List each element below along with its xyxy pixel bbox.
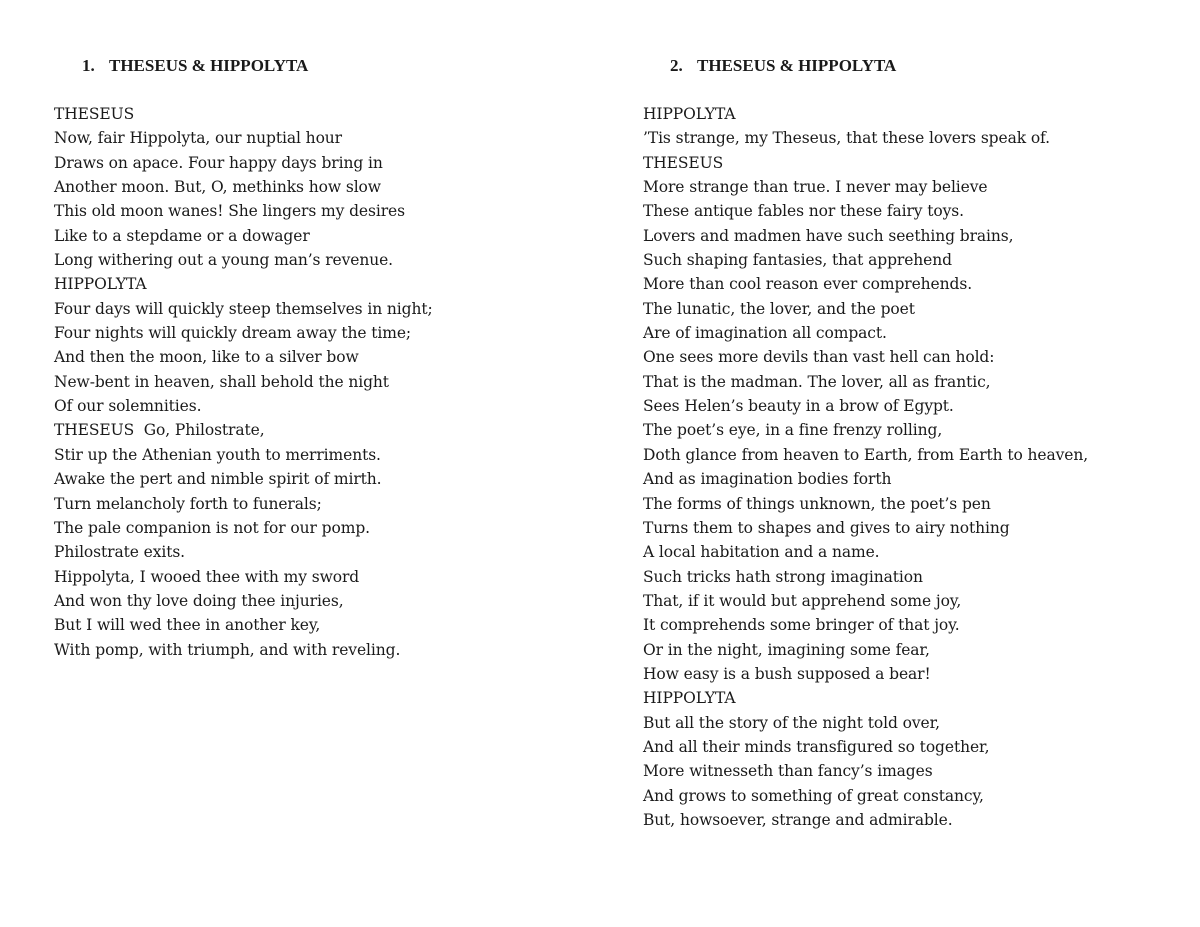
script-line: Or in the night, imagining some fear, [643, 640, 930, 659]
right-heading-title: THESEUS & HIPPOLYTA [697, 56, 897, 75]
script-line: New-bent in heaven, shall behold the night [54, 372, 389, 391]
script-line: Like to a stepdame or a dowager [54, 226, 310, 245]
script-line: The lunatic, the lover, and the poet [643, 299, 915, 318]
script-line: Of our solemnities. [54, 397, 202, 416]
left-heading-title: THESEUS & HIPPOLYTA [109, 56, 309, 75]
left-heading [82, 55, 308, 77]
script-line: And as imagination bodies forth [643, 470, 892, 489]
script-line: And won thy love doing thee injuries, [54, 591, 344, 610]
script-line: Such tricks hath strong imagination [643, 567, 923, 586]
left-heading-number: 1. [82, 56, 95, 75]
script-line: But, howsoever, strange and admirable. [643, 810, 953, 829]
script-line: Lovers and madmen have such seething brains, [643, 226, 1014, 245]
script-line: THESEUS Go, Philostrate, [54, 421, 265, 440]
script-line: Another moon. But, O, methinks how slow [54, 178, 381, 197]
script-line: THESEUS [54, 105, 135, 123]
script-line: More strange than true. I never may believe [643, 178, 988, 197]
script-line: Draws on apace. Four happy days bring in [54, 153, 383, 172]
script-line: One sees more devils than vast hell can hold: [643, 348, 995, 367]
script-line: HIPPOLYTA [643, 105, 736, 123]
script-line: That is the madman. The lover, all as frantic, [643, 372, 991, 391]
script-line: A local habitation and a name. [643, 543, 880, 562]
script-line: Four nights will quickly dream away the time; [54, 324, 412, 343]
right-heading [670, 55, 896, 77]
script-line: And all their minds transfigured so together, [643, 737, 990, 756]
script-line: Awake the pert and nimble spirit of mirth. [54, 470, 382, 489]
script-line: And grows to something of great constancy, [643, 786, 984, 805]
script-line: With pomp, with triumph, and with reveling. [54, 640, 401, 659]
script-line: Long withering out a young man’s revenue. [54, 251, 394, 270]
script-line: How easy is a bush supposed a bear! [643, 664, 931, 683]
script-line: THESEUS [643, 153, 724, 172]
left-script-lines [54, 102, 433, 662]
script-line: This old moon wanes! She lingers my desires [54, 202, 405, 221]
script-line: But I will wed thee in another key, [54, 616, 321, 635]
script-line: HIPPOLYTA [54, 275, 147, 294]
right-heading-number: 2. [670, 56, 683, 75]
script-line: HIPPOLYTA [643, 689, 736, 708]
script-line: Such shaping fantasies, that apprehend [643, 251, 952, 270]
script-line: Stir up the Athenian youth to merriments. [54, 445, 381, 464]
script-line: Turns them to shapes and gives to airy nothing [643, 518, 1010, 537]
script-line: But all the story of the night told over, [643, 713, 940, 732]
script-line: And then the moon, like to a silver bow [54, 348, 359, 367]
script-line: ’Tis strange, my Theseus, that these lovers speak of. [643, 129, 1050, 148]
script-line: Turn melancholy forth to funerals; [54, 494, 322, 513]
script-line: The poet’s eye, in a fine frenzy rolling, [643, 421, 943, 440]
script-line: Are of imagination all compact. [643, 324, 887, 343]
script-line: It comprehends some bringer of that joy. [643, 616, 960, 635]
script-line: Philostrate exits. [54, 543, 186, 562]
script-line: Four days will quickly steep themselves in night; [54, 299, 433, 318]
script-line: Sees Helen’s beauty in a brow of Egypt. [643, 397, 954, 416]
script-line: That, if it would but apprehend some joy, [643, 591, 962, 610]
script-line: More witnesseth than fancy’s images [643, 762, 933, 781]
script-line: The pale companion is not for our pomp. [54, 518, 370, 537]
script-line: Doth glance from heaven to Earth, from Earth to heaven, [643, 445, 1089, 464]
script-line: These antique fables nor these fairy toys. [643, 202, 964, 221]
script-line: More than cool reason ever comprehends. [643, 275, 973, 294]
right-script-lines [643, 102, 1088, 832]
script-line: Now, fair Hippolyta, our nuptial hour [54, 129, 342, 148]
script-line: The forms of things unknown, the poet’s pen [643, 494, 991, 513]
script-line: Hippolyta, I wooed thee with my sword [54, 567, 360, 586]
